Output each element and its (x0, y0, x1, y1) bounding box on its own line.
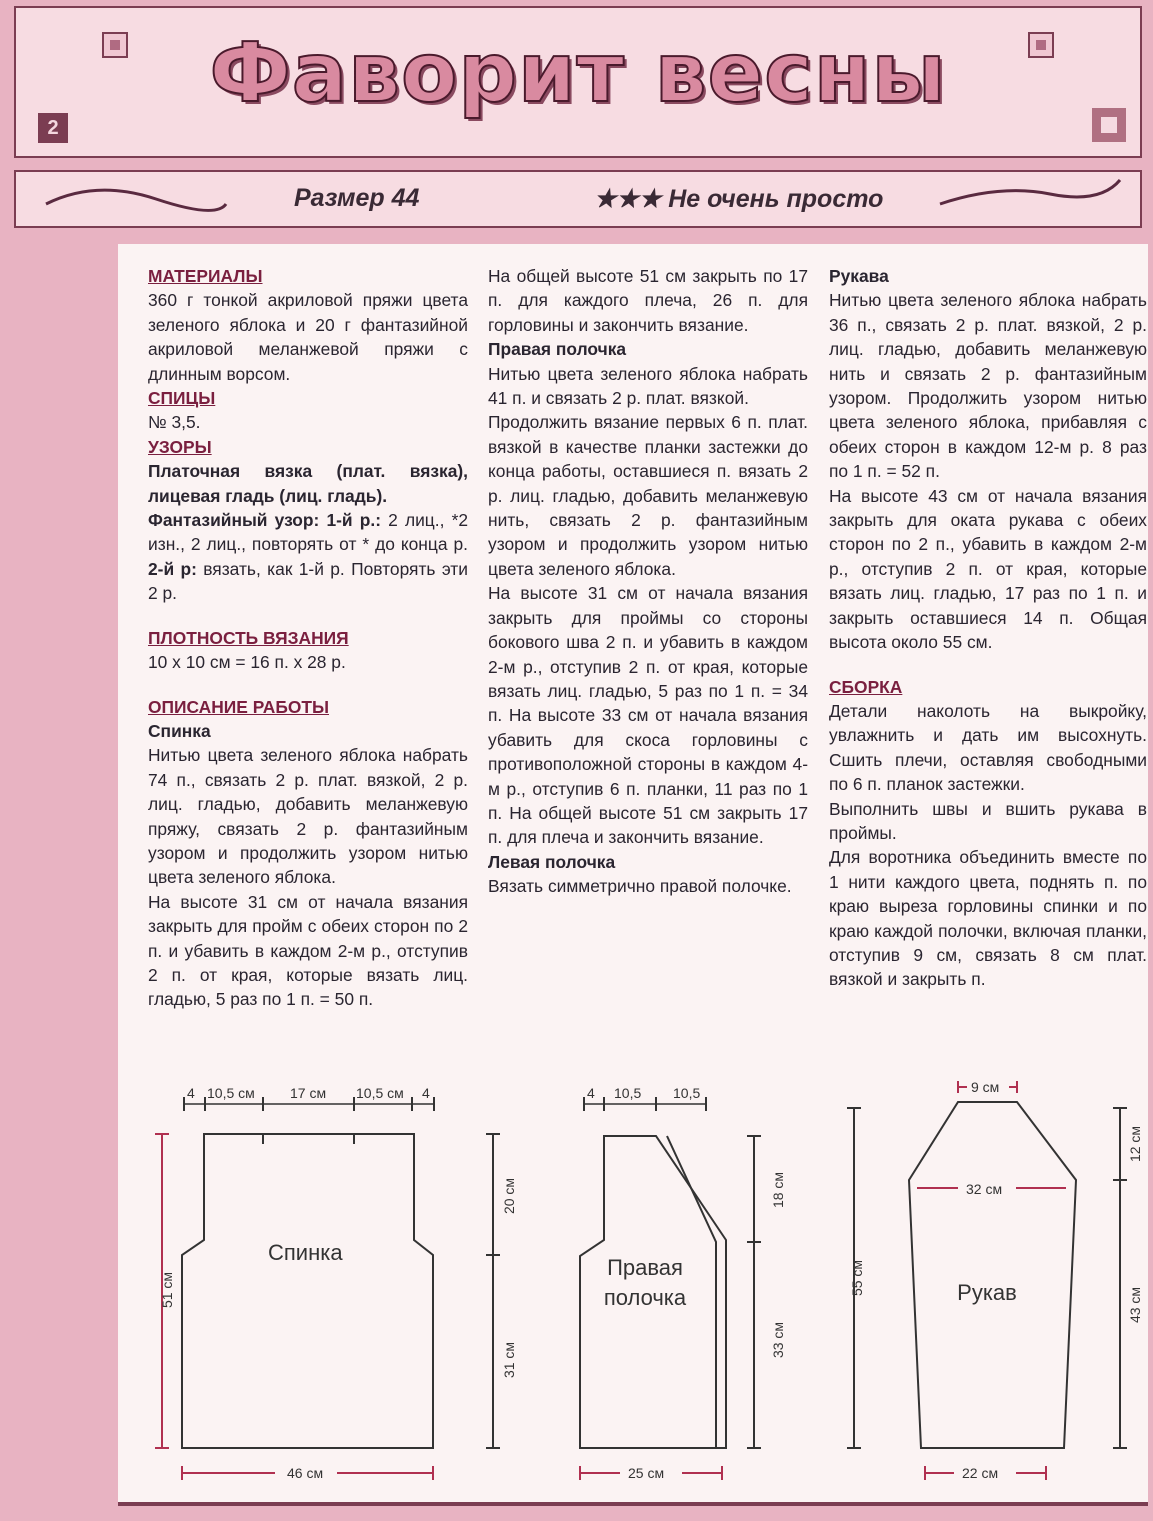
density-heading: ПЛОТНОСТЬ ВЯЗАНИЯ (148, 627, 349, 648)
work-heading: ОПИСАНИЕ РАБОТЫ (148, 696, 330, 717)
size-label: Размер 44 (294, 184, 420, 212)
right-front-text-1: Нитью цвета зеленого яблока набрать 41 п. и связать 2 р. плат. вязкой. (488, 363, 808, 409)
fancy-row2-label: 2-й р: (148, 558, 197, 579)
sleeve-cap-height-label: 12 см (1127, 1125, 1143, 1163)
sleeve-mid-width-label: 32 см (966, 1181, 1003, 1197)
sleeve-lower-height-label: 43 см (1127, 1286, 1143, 1324)
needles-text: № 3,5. (148, 412, 201, 433)
right-front-text-2: Продолжить вязание первых 6 п. плат. вязкой в качестве планки застежки до конца работы, оставшиеся п. вязать 2 р. лиц. гладью, добавить меланжевую нить, связать 2 р. фантазийным узором и продолжить узором нитью цвета зеленого яблока. (488, 412, 808, 579)
header-banner (14, 6, 1142, 158)
assembly-text-2: Выполнить швы и вшить рукава в проймы. (829, 798, 1147, 843)
front-dim-top-2: 10,5 (614, 1085, 642, 1101)
left-front-heading: Левая полочка (488, 851, 616, 872)
fancy-row1: 2 лиц., *2 изн., 2 лиц., повторять от * до конца р. (148, 510, 469, 555)
decor-square-corner (1092, 108, 1126, 142)
back-text-3: На общей высоте 51 см закрыть по 17 п. для каждого плеча, 26 п. для горловины и закончить вязание. (488, 266, 808, 335)
back-dim-top-2: 10,5 см (207, 1085, 255, 1101)
back-diagram (155, 1097, 500, 1480)
pattern-basic-text: Платочная вязка (плат. вязка), лицевая гладь (лиц. гладь). (148, 461, 468, 506)
back-text-2: На высоте 31 см от начала вязания закрыть для пройм с обеих сторон по 2 п. и убавить в каждом 2-м р., отступив 2 п. от края, которые вязать лиц. гладью, 5 раз по 1 п. = 50 п. (148, 891, 468, 1010)
column-1 (148, 264, 468, 1012)
sleeve-label: Рукав (957, 1280, 1017, 1305)
front-width-label: 25 см (628, 1465, 665, 1481)
back-label: Спинка (268, 1240, 343, 1265)
density-text: 10 х 10 см = 16 п. х 28 р. (148, 652, 346, 673)
sleeve-top-width-label: 9 см (971, 1079, 1000, 1095)
left-front-text: Вязать симметрично правой полочке. (488, 876, 792, 897)
assembly-text-1: Детали наколоть на выкройку, увлажнить и дать им высохнуть. Сшить плечи, оставляя свободными по 6 п. планок застежки. (829, 700, 1147, 795)
needles-heading: СПИЦЫ (148, 388, 216, 409)
bottom-border (118, 1502, 1148, 1506)
column-3 (829, 264, 1147, 992)
difficulty-text: Не очень просто (668, 185, 884, 213)
front-label-1: Правая (607, 1255, 683, 1280)
sleeve-bottom-width-label: 22 см (962, 1465, 999, 1481)
front-upper-height-label: 18 см (770, 1171, 786, 1209)
fancy-label: Фантазийный узор: 1-й р.: (148, 510, 381, 531)
back-heading: Спинка (148, 720, 211, 741)
front-label-2: полочка (603, 1285, 687, 1310)
back-dim-top-3: 17 см (290, 1085, 327, 1101)
swirl-left-icon (36, 174, 236, 224)
back-dim-top-4: 10,5 см (356, 1085, 404, 1101)
materials-heading: МАТЕРИАЛЫ (148, 266, 263, 286)
stars-icon: ★★★ (594, 185, 662, 213)
back-upper-height-label: 20 см (501, 1177, 517, 1215)
sleeves-text-1: Нитью цвета зеленого яблока набрать 36 п., связать 2 р. плат. вязкой, 2 р. лиц. гладью, добавить меланжевую нить и связать 2 р. фантазийным узором. Продолжить узором нитью цвета зеленого яблока, прибавляя с обеих сторон в каждом 12-м р. 8 раз по 1 п. = 52 п. (829, 290, 1147, 482)
sleeves-text-2: На высоте 43 см от начала вязания закрыть для оката рукава с обеих сторон по 2 п., убавить в каждом 2-м р., отступив 2 п. от края, которые вязать лиц. гладью, 17 раз по 1 п. и закрыть оставшиеся 14 п. Общая высота около 55 см. (829, 485, 1147, 653)
back-dim-top-5: 4 (422, 1085, 430, 1101)
back-text-1: Нитью цвета зеленого яблока набрать 74 п., связать 2 р. плат. вязкой, 2 р. лиц. гладью, добавить меланжевую пряжу, связать 2 р. фантазийным узором и продолжить узором нитью цвета зеленого яблока. (148, 745, 468, 888)
difficulty-label (594, 184, 883, 214)
pattern-diagrams (118, 1070, 1148, 1502)
patterns-heading: УЗОРЫ (148, 436, 212, 457)
back-dim-top-1: 4 (187, 1085, 195, 1101)
assembly-heading: СБОРКА (829, 676, 903, 697)
column-2 (488, 264, 808, 899)
swirl-right-icon (930, 174, 1130, 224)
back-lower-height-label: 31 см (501, 1341, 517, 1379)
back-width-label: 46 см (287, 1465, 324, 1481)
sleeves-heading: Рукава (829, 266, 889, 286)
assembly-text-3: Для воротника объединить вместе по 1 нити каждого цвета, поднять п. по краю выреза горловины спинки и по краю каждой полочки, включая планки, отступив 9 см, связать 8 см плат. вязкой и закрыть п. (829, 847, 1147, 990)
page-title: Фаворит весны (209, 26, 947, 121)
back-height-label: 51 см (159, 1271, 175, 1309)
right-front-text-3: На высоте 31 см от начала вязания закрыть для проймы со стороны бокового шва 2 п. и убавить в каждом 2-м р., отступив 2 п. от края, которые вязать лиц. гладью, 5 раз по 1 п. = 34 п. На высоте 33 см от начала вязания убавить для скоса горловины с противоположной стороны в каждом 4-м р., отступив 6 п. планки, 11 раз по 1 п. На общей высоте 51 см закрыть 17 п. для плеча и закончить вязание. (488, 583, 808, 848)
subheader-bar (14, 170, 1142, 228)
front-lower-height-label: 33 см (770, 1321, 786, 1359)
sleeve-height-label: 55 см (849, 1259, 865, 1297)
pattern-fancy-text (148, 508, 468, 606)
right-front-heading: Правая полочка (488, 339, 627, 360)
front-dim-top-1: 4 (587, 1085, 595, 1101)
front-dim-top-3: 10,5 (673, 1085, 701, 1101)
page-number-badge: 2 (38, 113, 68, 143)
fancy-row2: вязать, как 1-й р. Повторять эти 2 р. (148, 558, 468, 604)
materials-text: 360 г тонкой акриловой пряжи цвета зеленого яблока и 20 г фантазийной акриловой меланжевой пряжи с длинным ворсом. (148, 290, 468, 384)
